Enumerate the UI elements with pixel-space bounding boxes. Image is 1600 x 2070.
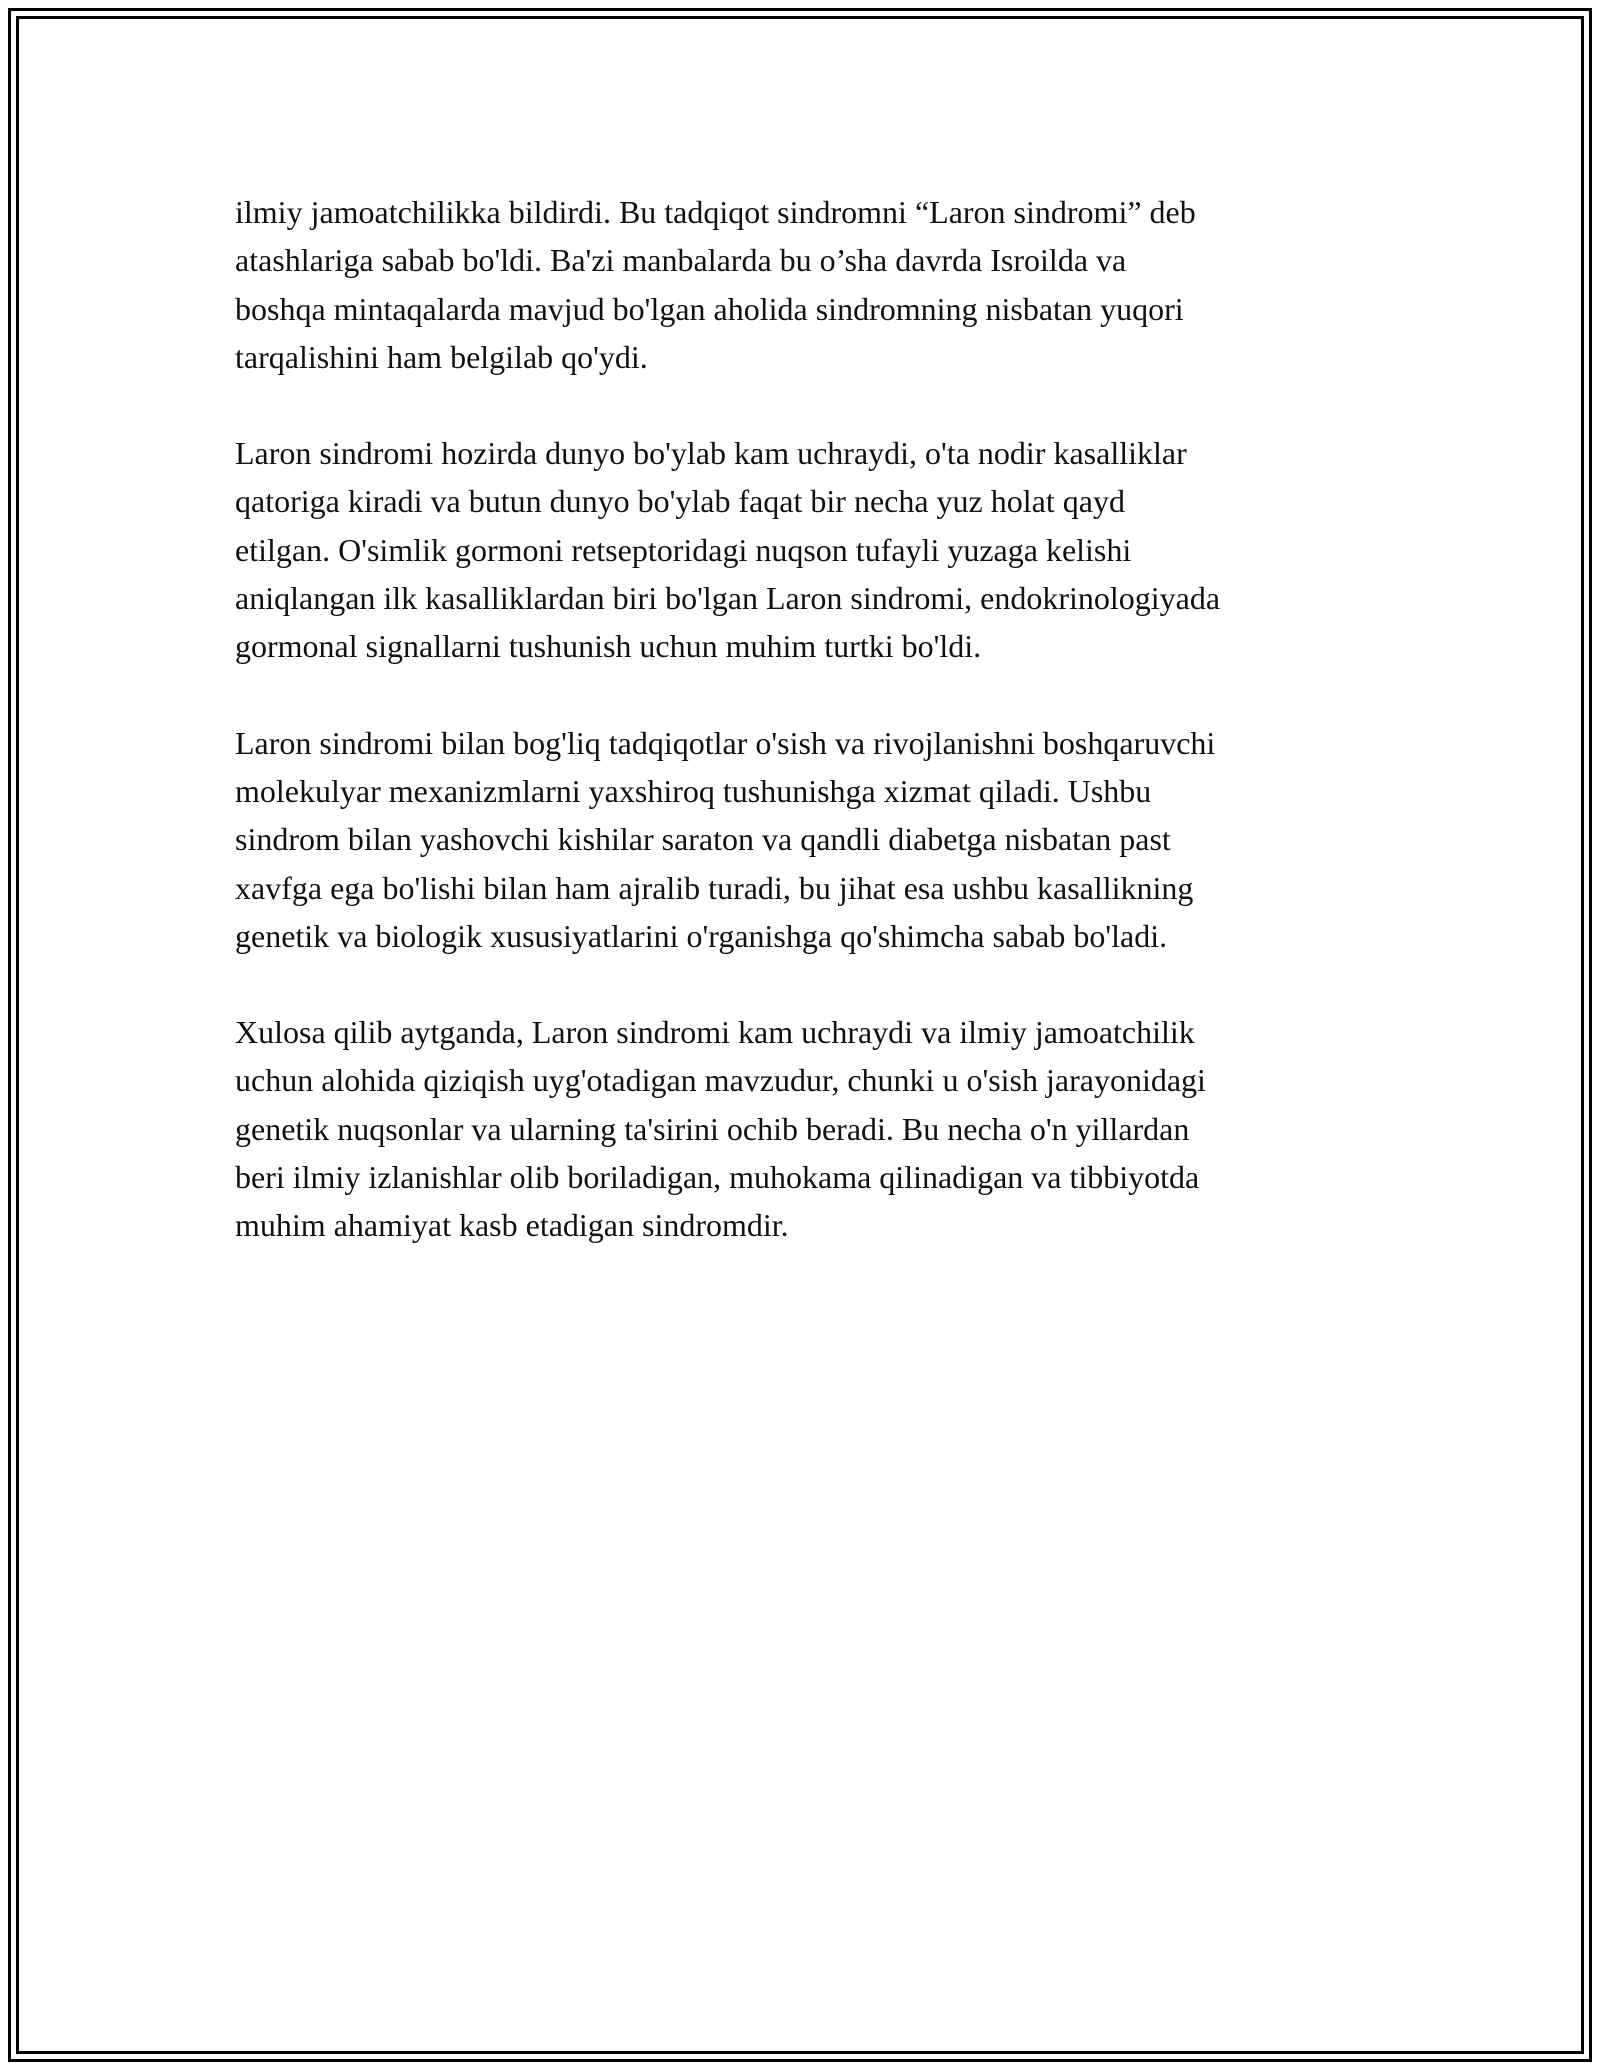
text-line: molekulyar mexanizmlarni yaxshiroq tushunishga xizmat qiladi. Ushbu [235, 772, 1152, 809]
document-body [235, 188, 1385, 1298]
text-line: uchun alohida qiziqish uyg'otadigan mavzudur, chunki u o'sish jarayonidagi [235, 1062, 1206, 1099]
paragraph-3 [235, 719, 1385, 960]
text-line: Laron sindromi hozirda dunyo bo'ylab kam uchraydi, o'ta nodir kasalliklar [235, 435, 1187, 472]
paragraph-1 [235, 188, 1385, 381]
paragraph-4 [235, 1008, 1385, 1249]
paragraph-2 [235, 429, 1385, 670]
text-line: Xulosa qilib aytganda, Laron sindromi kam uchraydi va ilmiy jamoatchilik [235, 1014, 1195, 1051]
text-line: ilmiy jamoatchilikka bildirdi. Bu tadqiqot sindromni “Laron sindromi” deb [235, 194, 1196, 230]
text-line: beri ilmiy izlanishlar olib boriladigan, muhokama qilinadigan va tibbiyotda [235, 1159, 1200, 1196]
text-line: sindrom bilan yashovchi kishilar saraton va qandli diabetga nisbatan past [235, 821, 1171, 858]
text-line: muhim ahamiyat kasb etadigan sindromdir. [235, 1207, 789, 1244]
text-line: Laron sindromi bilan bog'liq tadqiqotlar o'sish va rivojlanishni boshqaruvchi [235, 724, 1216, 761]
text-line: boshqa mintaqalarda mavjud bo'lgan aholida sindromning nisbatan yuqori [235, 290, 1184, 327]
text-line: etilgan. O'simlik gormoni retseptoridagi nuqson tufayli yuzaga kelishi [235, 531, 1132, 568]
text-line: aniqlangan ilk kasalliklardan biri bo'lgan Laron sindromi, endokrinologiyada [235, 580, 1221, 617]
text-line: genetik nuqsonlar va ularning ta'sirini ochib beradi. Bu necha o'n yillardan [235, 1110, 1190, 1147]
text-line: xavfga ega bo'lishi bilan ham ajralib turadi, bu jihat esa ushbu kasallikning [235, 869, 1194, 906]
text-line: gormonal signallarni tushunish uchun muhim turtki bo'ldi. [235, 628, 982, 665]
text-line: genetik va biologik xususiyatlarini o'rganishga qo'shimcha sabab bo'ladi. [235, 917, 1168, 954]
text-line: tarqalishini ham belgilab qo'ydi. [235, 338, 648, 375]
text-line: atashlariga sabab bo'ldi. Ba'zi manbalarda bu o’sha davrda Isroilda va [235, 242, 1127, 279]
text-line: qatoriga kiradi va butun dunyo bo'ylab faqat bir necha yuz holat qayd [235, 483, 1125, 520]
